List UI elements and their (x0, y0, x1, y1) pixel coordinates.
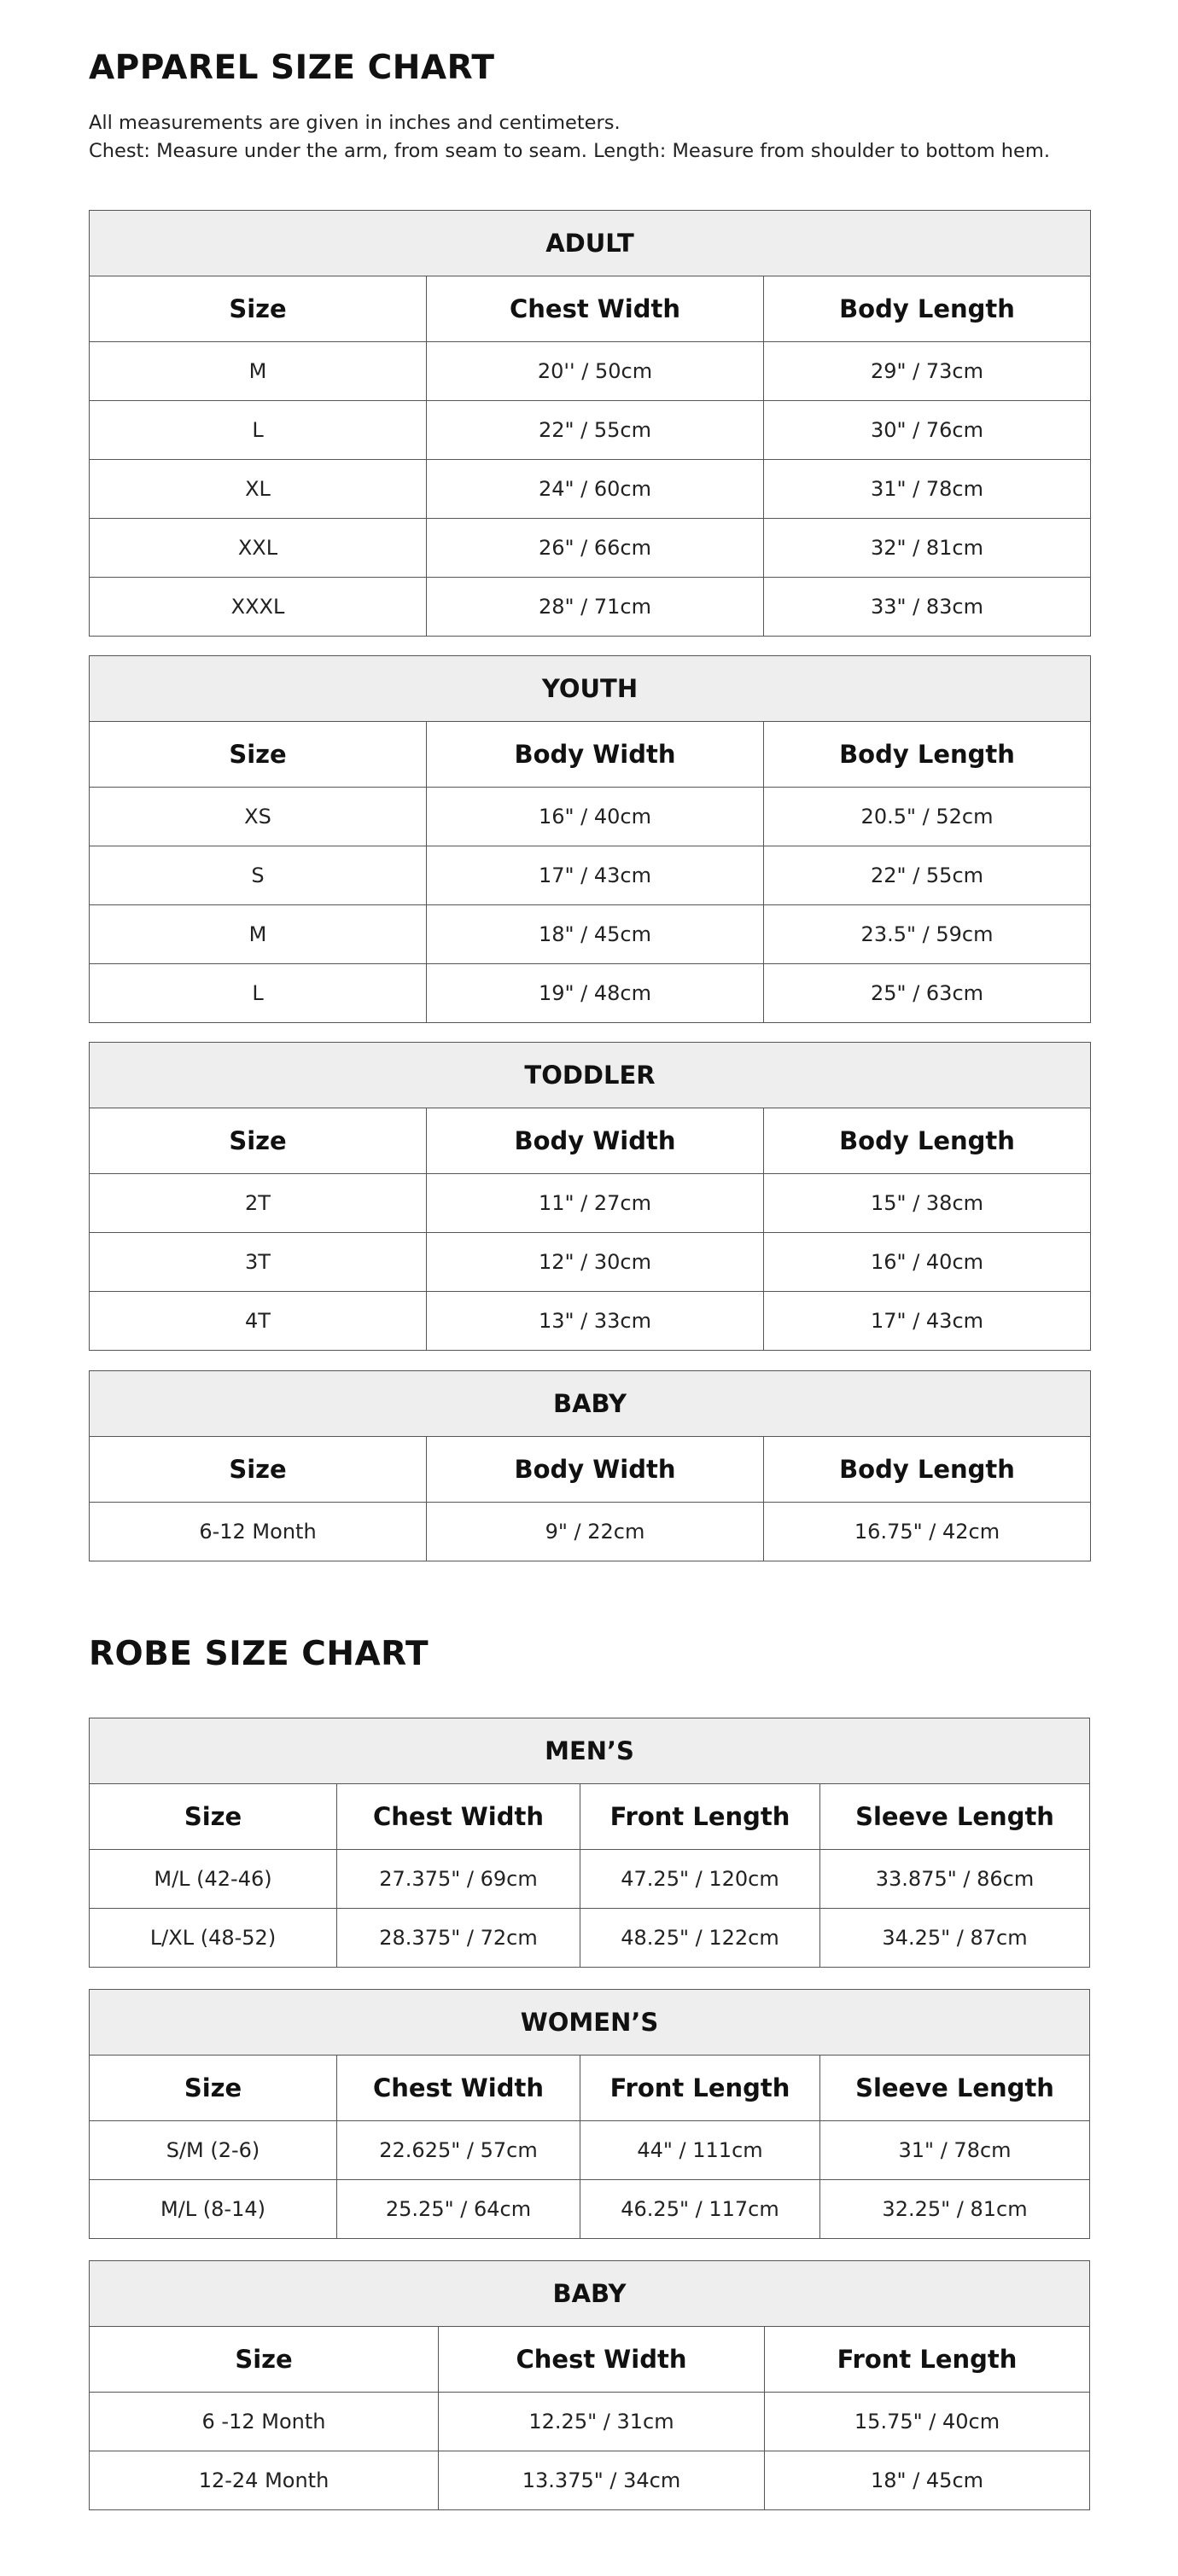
column-header: Body Width (427, 1108, 764, 1174)
table-row (90, 2393, 1090, 2451)
table-cell: 22" / 55cm (427, 401, 764, 460)
table-row (90, 964, 1091, 1023)
robe-size-chart-title: ROBE SIZE CHART (89, 1635, 429, 1673)
table-cell: 12-24 Month (90, 2451, 439, 2510)
table-cell: 48.25" / 122cm (580, 1909, 820, 1968)
table-cell: 25.25" / 64cm (337, 2180, 580, 2239)
table-cell: S (90, 846, 427, 905)
table-row (90, 401, 1091, 460)
table-row (90, 2121, 1090, 2180)
table-title: WOMEN’S (90, 1990, 1090, 2056)
table-cell: 20'' / 50cm (427, 342, 764, 401)
table-cell: M (90, 342, 427, 401)
table-cell: L (90, 964, 427, 1023)
table-cell: 6-12 Month (90, 1503, 427, 1561)
adult-size-table (89, 210, 1091, 637)
table-cell: 32" / 81cm (764, 519, 1091, 578)
table-cell: XXL (90, 519, 427, 578)
table-cell: 15" / 38cm (764, 1174, 1091, 1233)
table-row (90, 1503, 1091, 1561)
table-cell: 28" / 71cm (427, 578, 764, 637)
table-cell: 19" / 48cm (427, 964, 764, 1023)
table-cell: 33" / 83cm (764, 578, 1091, 637)
table-header-row (90, 1108, 1091, 1174)
table-cell: 11" / 27cm (427, 1174, 764, 1233)
table-cell: 31" / 78cm (764, 460, 1091, 519)
table-cell: 24" / 60cm (427, 460, 764, 519)
table-cell: 2T (90, 1174, 427, 1233)
table-cell: M/L (42-46) (90, 1850, 337, 1909)
table-cell: 18" / 45cm (765, 2451, 1090, 2510)
table-cell: 12.25" / 31cm (439, 2393, 765, 2451)
table-title: BABY (90, 2261, 1090, 2327)
table-cell: M/L (8-14) (90, 2180, 337, 2239)
table-title: TODDLER (90, 1043, 1091, 1108)
column-header: Sleeve Length (820, 2056, 1090, 2121)
table-cell: 9" / 22cm (427, 1503, 764, 1561)
table-cell: 15.75" / 40cm (765, 2393, 1090, 2451)
baby-apparel-size-table (89, 1370, 1091, 1561)
table-cell: 4T (90, 1292, 427, 1351)
table-header-row (90, 1784, 1090, 1850)
column-header: Size (90, 1108, 427, 1174)
column-header: Front Length (765, 2327, 1090, 2393)
table-cell: 46.25" / 117cm (580, 2180, 820, 2239)
table-title: BABY (90, 1371, 1091, 1437)
table-row (90, 905, 1091, 964)
table-row (90, 1292, 1091, 1351)
table-cell: 16" / 40cm (764, 1233, 1091, 1292)
table-cell: 31" / 78cm (820, 2121, 1090, 2180)
table-cell: 33.875" / 86cm (820, 1850, 1090, 1909)
table-cell: 44" / 111cm (580, 2121, 820, 2180)
table-cell: 13.375" / 34cm (439, 2451, 765, 2510)
column-header: Sleeve Length (820, 1784, 1090, 1850)
table-cell: 20.5" / 52cm (764, 788, 1091, 846)
table-cell: XXXL (90, 578, 427, 637)
table-row (90, 2180, 1090, 2239)
table-cell: XS (90, 788, 427, 846)
apparel-size-chart-title: APPAREL SIZE CHART (89, 49, 495, 87)
table-cell: 22" / 55cm (764, 846, 1091, 905)
table-cell: 25" / 63cm (764, 964, 1091, 1023)
table-header-row (90, 2327, 1090, 2393)
mens-robe-size-table (89, 1718, 1090, 1968)
baby-robe-size-table (89, 2260, 1090, 2510)
table-cell: 12" / 30cm (427, 1233, 764, 1292)
column-header: Chest Width (337, 2056, 580, 2121)
table-cell: 26" / 66cm (427, 519, 764, 578)
table-cell: 17" / 43cm (427, 846, 764, 905)
column-header: Size (90, 722, 427, 788)
table-row (90, 2451, 1090, 2510)
table-cell: 28.375" / 72cm (337, 1909, 580, 1968)
table-row (90, 519, 1091, 578)
toddler-size-table (89, 1042, 1091, 1351)
table-row (90, 342, 1091, 401)
column-header: Size (90, 276, 427, 342)
table-cell: 13" / 33cm (427, 1292, 764, 1351)
table-cell: XL (90, 460, 427, 519)
youth-size-table (89, 655, 1091, 1023)
table-header-row (90, 276, 1091, 342)
column-header: Body Width (427, 1437, 764, 1503)
table-cell: 22.625" / 57cm (337, 2121, 580, 2180)
table-title: MEN’S (90, 1718, 1090, 1784)
column-header: Chest Width (427, 276, 764, 342)
column-header: Body Length (764, 276, 1091, 342)
intro-line-measure: Chest: Measure under the arm, from seam to seam. Length: Measure from shoulder to bottom hem. (89, 140, 1050, 162)
column-header: Size (90, 2056, 337, 2121)
table-header-row (90, 2056, 1090, 2121)
table-cell: 32.25" / 81cm (820, 2180, 1090, 2239)
table-cell: 30" / 76cm (764, 401, 1091, 460)
table-cell: 16" / 40cm (427, 788, 764, 846)
table-cell: 34.25" / 87cm (820, 1909, 1090, 1968)
table-cell: 18" / 45cm (427, 905, 764, 964)
table-row (90, 578, 1091, 637)
table-cell: 3T (90, 1233, 427, 1292)
intro-line-units: All measurements are given in inches and centimeters. (89, 112, 621, 134)
table-row (90, 1850, 1090, 1909)
table-header-row (90, 722, 1091, 788)
column-header: Size (90, 2327, 439, 2393)
table-title: ADULT (90, 211, 1091, 276)
table-row (90, 1909, 1090, 1968)
column-header: Size (90, 1437, 427, 1503)
column-header: Front Length (580, 2056, 820, 2121)
table-row (90, 846, 1091, 905)
womens-robe-size-table (89, 1989, 1090, 2239)
table-cell: 17" / 43cm (764, 1292, 1091, 1351)
table-cell: 23.5" / 59cm (764, 905, 1091, 964)
column-header: Front Length (580, 1784, 820, 1850)
column-header: Body Width (427, 722, 764, 788)
table-cell: 27.375" / 69cm (337, 1850, 580, 1909)
table-row (90, 1233, 1091, 1292)
table-cell: L/XL (48-52) (90, 1909, 337, 1968)
table-row (90, 1174, 1091, 1233)
table-header-row (90, 1437, 1091, 1503)
table-title: YOUTH (90, 656, 1091, 722)
column-header: Size (90, 1784, 337, 1850)
column-header: Body Length (764, 722, 1091, 788)
table-row (90, 460, 1091, 519)
table-cell: S/M (2-6) (90, 2121, 337, 2180)
column-header: Body Length (764, 1108, 1091, 1174)
table-cell: L (90, 401, 427, 460)
column-header: Body Length (764, 1437, 1091, 1503)
table-row (90, 788, 1091, 846)
column-header: Chest Width (337, 1784, 580, 1850)
table-cell: 16.75" / 42cm (764, 1503, 1091, 1561)
column-header: Chest Width (439, 2327, 765, 2393)
table-cell: 6 -12 Month (90, 2393, 439, 2451)
table-cell: 29" / 73cm (764, 342, 1091, 401)
table-cell: M (90, 905, 427, 964)
table-cell: 47.25" / 120cm (580, 1850, 820, 1909)
apparel-intro (89, 109, 1050, 166)
